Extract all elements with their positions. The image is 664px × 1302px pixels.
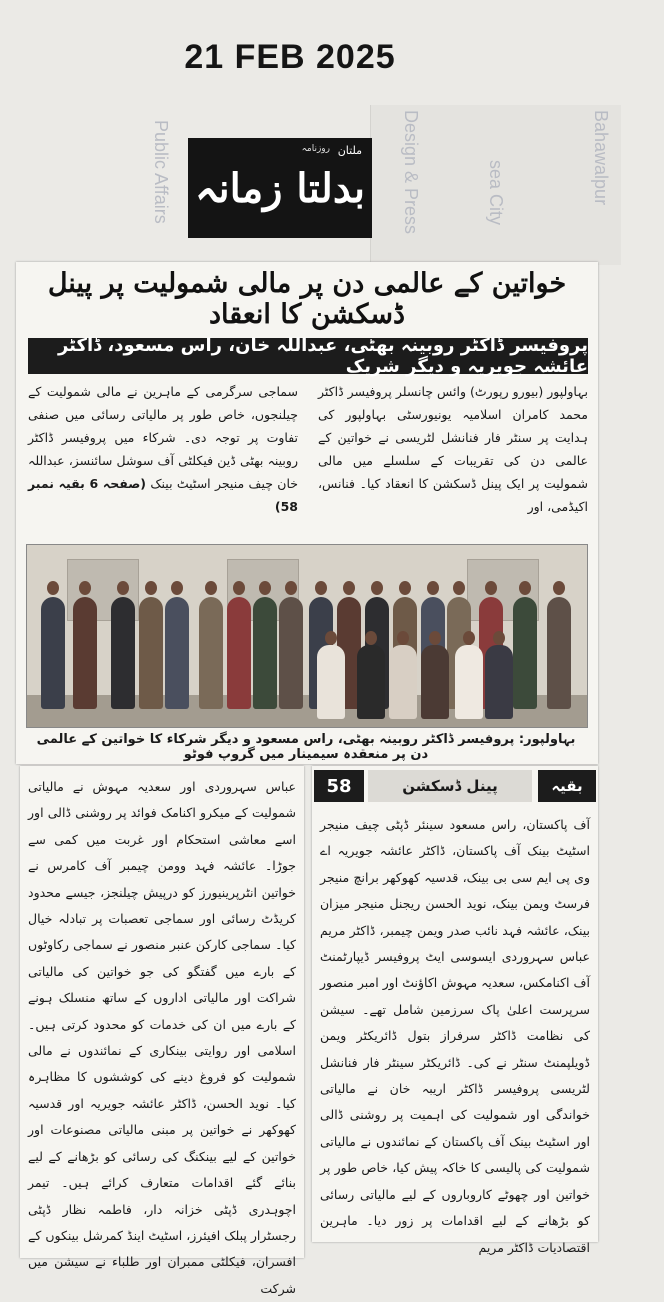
- photo-person-head: [399, 581, 411, 595]
- article-column-left: [28, 380, 298, 540]
- photo-person-head: [47, 581, 59, 595]
- photo-person: [199, 597, 223, 709]
- article-columns: [28, 380, 588, 542]
- photo-person-head: [553, 581, 565, 595]
- photo-person-seated: [421, 645, 449, 719]
- continuation-label: بقیہ: [538, 770, 596, 802]
- photo-person-seated: [317, 645, 345, 719]
- photo-person: [253, 597, 277, 709]
- masthead-tag: روزنامہ: [301, 144, 330, 154]
- photo-person: [165, 597, 189, 709]
- photo-person-head: [205, 581, 217, 595]
- continuation-reference: (صفحہ 6 بقیہ نمبر 58): [28, 476, 298, 514]
- photo-person-head: [463, 631, 475, 645]
- group-photo: [26, 544, 588, 728]
- photo-person-head: [343, 581, 355, 595]
- bleed-text: Public Affairs: [151, 120, 171, 224]
- photo-person-head: [315, 581, 327, 595]
- photo-person-seated: [389, 645, 417, 719]
- continuation-header: [312, 770, 598, 802]
- continuation-text-right: آف پاکستان، راس مسعود سینئر ڈپٹی چیف منیجر اسٹیٹ بینک آف پاکستان، ڈاکٹر عائشہ جویریہ اے وی پی ایم سی بی بینک، قدسیہ کھوکھر برانچ منیجر فرسٹ ویمن بینک، نوید الحسن ریجنل منیجر میزان بینک، عائشہ فہد نائب صدر ویمن چیمبر، ڈاکٹر مریم عباس سہروردی ایسوسی ایٹ پروفیسر ڈیپارٹمنٹ آف اکنامکس، سعدیہ مہوش اکاؤنٹ اور امبر منصور سرپرست اعلیٰ پاک سرزمین شامل تھے۔ سیشن کی نظامت ڈاکٹر سرفراز بتول ڈائریکٹر ویمن ڈویلپمنٹ سنٹر نے کی۔ ڈائریکٹر سینٹر فار فنانشل لٹریسی پروفیسر ڈاکٹر اریبہ خان نے مالیاتی خواندگی اور شمولیت کی اہمیت پر روشنی ڈالی اور اسٹیٹ بینک آف پاکستان کے نمائندوں نے مالیاتی شمولیت کی پالیسی کا خاکہ پیش کیا، خاص طور پر خواتین اور چھوٹے کاروباروں کے لیے مالیاتی رسائی کو بڑھانے کے لیے اقدامات پر زور دیا۔ ماہرین اقتصادیات ڈاکٹر مریم: [320, 817, 590, 1255]
- masthead-city: ملتان: [337, 144, 362, 157]
- photo-person-head: [325, 631, 337, 645]
- photo-person-head: [365, 631, 377, 645]
- article-text: سماجی سرگرمی کے ماہرین نے مالی شمولیت کے چیلنجوں، خاص طور پر مالیاتی رسائی میں صنفی تفاوت پر توجہ دی۔ شرکاء میں پروفیسر ڈاکٹر روبینہ بھٹی ڈین فیکلٹی آف سوشل سائنسز، عبداللہ خان چیف منیجر اسٹیٹ بینک: [28, 384, 298, 491]
- photo-person-head: [427, 581, 439, 595]
- photo-person-head: [117, 581, 129, 595]
- photo-person: [279, 597, 303, 709]
- photo-person-head: [371, 581, 383, 595]
- photo-person-head: [285, 581, 297, 595]
- photo-person-head: [453, 581, 465, 595]
- subheadline-text: پروفیسر ڈاکٹر روبینہ بھٹی، عبداللہ خان، راس مسعود، ڈاکٹر عائشہ جویریہ و دیگر شریک: [57, 335, 588, 377]
- photo-person-head: [171, 581, 183, 595]
- continuation-text-left: عباس سہروردی اور سعدیہ مہوش نے مالیاتی شمولیت کے میکرو اکنامک فوائد پر روشنی ڈالی اور اسے معاشی استحکام اور غربت میں کمی سے جوڑا۔ عائشہ فہد وومن چیمبر آف کامرس نے خواتین انٹرپرینیورز کو درپیش چیلنجز، جیسے محدود کریڈٹ رسائی اور سماجی تعصبات پر تبادلہ خیال کیا۔ سماجی کارکن عنبر منصور نے سماجی رکاوٹوں کے بارے میں گفتگو کی جو خواتین کی مالیاتی شراکت اور مالیاتی اداروں کے ساتھ منسلک ہونے کے بارے میں ان کی خدمات کو محدود کرتی ہیں۔ اسلامی اور روایتی بینکاری کے نمائندوں نے مالی شمولیت کو فروغ دینے کی کوششوں کا مظاہرہ کیا۔ نوید الحسن، ڈاکٹر عائشہ جویریہ اور قدسیہ کھوکھر نے خواتین پر مبنی مالیاتی مصنوعات اور خواتین کے لیے بینکنگ کی رسائی کو بڑھانے کے لیے بنائے گئے اقدامات متعارف کرائے ہیں۔ تیمر اچوہدری ڈپٹی خزانہ دار، فاطمہ نظار ڈپٹی رجسٹرار پبلک افیئرز، اسٹیٹ اینڈ کمرشل بینکوں کے افسران، فیکلٹی ممبران اور طلباء نے سیشن میں شرکت: [28, 779, 296, 1296]
- continuation-clipping-right: [312, 766, 598, 1255]
- photo-person: [139, 597, 163, 709]
- article-subheadline: [28, 335, 588, 377]
- bleed-text: Bahawalpur: [591, 110, 611, 206]
- photo-person-head: [493, 631, 505, 645]
- article-clipping: [16, 262, 598, 764]
- bleed-text: Design & Press: [401, 110, 421, 235]
- photo-person: [227, 597, 251, 709]
- photo-person: [41, 597, 65, 709]
- photo-person-seated: [485, 645, 513, 719]
- continuation-clipping-left: [20, 766, 304, 1296]
- bleed-text: sea City: [486, 160, 506, 226]
- photo-person-head: [519, 581, 531, 595]
- masthead-name: بدلتا زمانہ: [195, 164, 365, 212]
- photo-person-head: [485, 581, 497, 595]
- photo-person-head: [429, 631, 441, 645]
- continuation-title: پینل ڈسکشن: [368, 770, 532, 802]
- photo-person-head: [259, 581, 271, 595]
- article-headline: خواتین کے عالمی دن پر مالی شمولیت پر پینل ڈسکشن کا انعقاد: [47, 268, 567, 330]
- continuation-number: 58: [314, 770, 364, 802]
- article-text: بہاولپور (بیورو رپورٹ) وائس چانسلر پروفیسر ڈاکٹر محمد کامران اسلامیہ یونیورسٹی بہاولپور کی ہدایت پر سنٹر فار فنانشل لٹریسی نے خواتین کے عالمی دن کی تقریبات کے سلسلے میں مالی شمولیت پر ایک پینل ڈسکشن کا انعقاد کیا۔ فنانس، اکیڈمی، اور: [318, 384, 588, 514]
- photo-person-head: [79, 581, 91, 595]
- photo-caption: بہاولپور: پروفیسر ڈاکٹر روبینہ بھٹی، راس مسعود و دیگر شرکاء کا خواتین کے عالمی دن پر منعقدہ سیمینار میں گروپ فوٹو: [36, 732, 576, 762]
- photo-person-head: [145, 581, 157, 595]
- article-column-right: [318, 380, 588, 540]
- photo-person: [111, 597, 135, 709]
- photo-person-head: [233, 581, 245, 595]
- photo-person-head: [397, 631, 409, 645]
- photo-person-seated: [455, 645, 483, 719]
- photo-person-seated: [357, 645, 385, 719]
- newspaper-masthead: [188, 138, 372, 238]
- photo-person: [513, 597, 537, 709]
- photo-person: [547, 597, 571, 709]
- clipping-date: 21 FEB 2025: [184, 38, 396, 76]
- photo-person: [73, 597, 97, 709]
